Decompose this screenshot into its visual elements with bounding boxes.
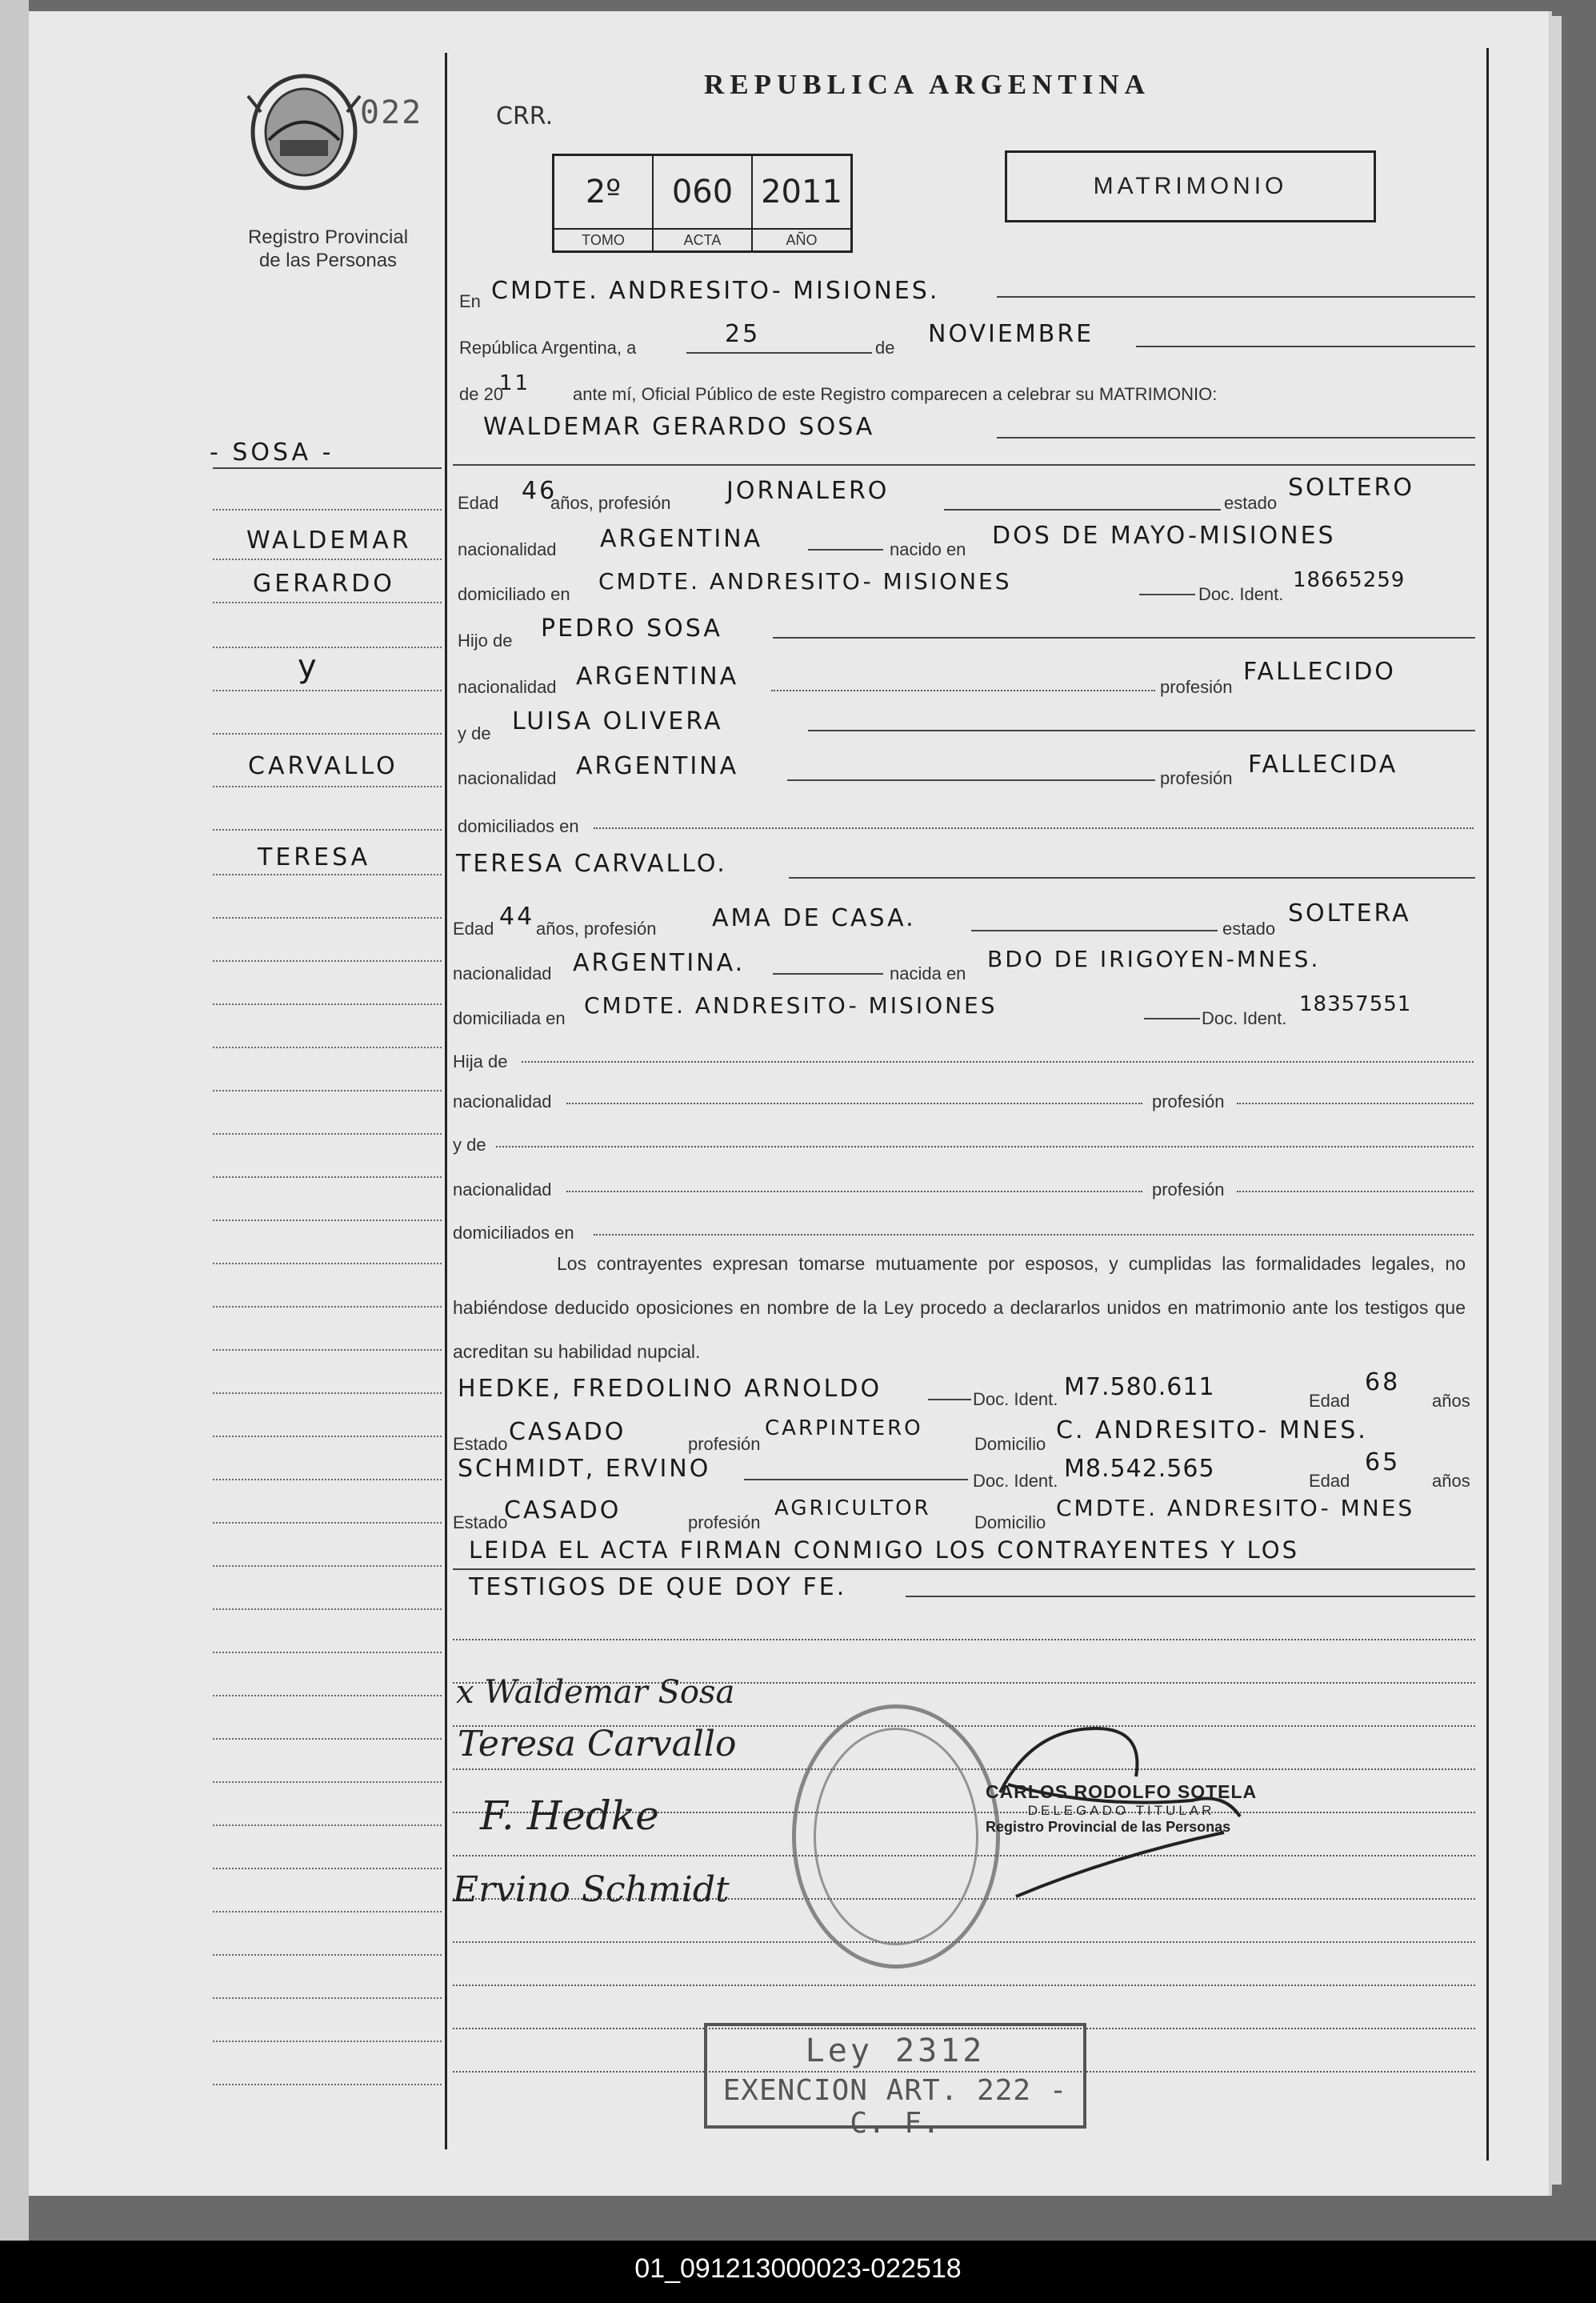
nacido-label: nacido en [890, 539, 966, 559]
domiciliados-label: domiciliados en [458, 816, 579, 836]
margin-line [213, 602, 442, 603]
acta-value: 060 [671, 174, 734, 210]
closing-line-2: TESTIGOS DE QUE DOY FE. [469, 1573, 847, 1601]
official-title: DELEGADO TITULAR [1027, 1803, 1215, 1818]
margin-line [213, 1349, 442, 1351]
country-title: REPUBLICA ARGENTINA [704, 69, 1150, 100]
line [971, 930, 1218, 931]
bride-profession: AMA DE CASA. [712, 904, 916, 932]
de-year-label: de 20 [459, 384, 504, 404]
intro-text: ante mí, Oficial Público de este Registro comparecen a celebrar su MATRIMONIO: [573, 384, 1218, 404]
groom-address: CMDTE. ANDRESITO- MISIONES [598, 568, 1012, 595]
anio-value: 2011 [761, 174, 842, 210]
margin-line [213, 509, 442, 511]
republica-label: República Argentina, a [459, 338, 637, 358]
witness2-doc: M8.542.565 [1064, 1455, 1215, 1483]
margin-line [213, 1565, 442, 1567]
margin-line [213, 1133, 442, 1135]
line [566, 1191, 1142, 1192]
bride-nationality: ARGENTINA. [573, 949, 746, 977]
domiciliado-label: domiciliado en [458, 584, 570, 604]
margin-line [213, 1954, 442, 1956]
edad-label: Edad [458, 493, 499, 513]
act-day: 25 [725, 320, 761, 348]
margin-name3: TERESA [258, 843, 371, 871]
margin-line [213, 1868, 442, 1869]
margin-line [213, 1522, 442, 1524]
witness1-name: HEDKE, FREDOLINO ARNOLDO [458, 1375, 882, 1403]
tomo-value: 2º [585, 174, 622, 210]
official-office: Registro Provincial de las Personas [986, 1819, 1231, 1835]
anos-profesion-label: años, profesión [550, 493, 671, 513]
profesion-label: profesión [688, 1512, 761, 1532]
margin-line [213, 1003, 442, 1005]
signature-witness1: F. Hedke [480, 1792, 659, 1839]
groom-age: 46 [522, 477, 558, 505]
margin-line [213, 1824, 442, 1826]
line [944, 509, 1221, 511]
witness1-doc: M7.580.611 [1064, 1373, 1215, 1401]
act-year-suffix: 11 [499, 371, 531, 395]
line [522, 1061, 1474, 1063]
margin-line [213, 1738, 442, 1740]
margin-line [213, 690, 442, 691]
official-round-stamp-icon [792, 1704, 1000, 1969]
mother-nationality: ARGENTINA [576, 752, 739, 780]
bride-birthplace: BDO DE IRIGOYEN-MNES. [987, 946, 1321, 972]
margin-line [213, 1652, 442, 1653]
anos-profesion-label: años, profesión [536, 919, 657, 939]
father-nationality: ARGENTINA [576, 663, 739, 691]
witness2-age: 65 [1365, 1448, 1401, 1476]
profesion-label: profesión [1152, 1091, 1225, 1111]
ley-stamp-line1: Ley 2312 [805, 2033, 986, 2069]
line [594, 1234, 1474, 1236]
right-rule [1486, 48, 1489, 2161]
profesion-label: profesión [1160, 768, 1233, 788]
witness2-profession: AGRICULTOR [774, 1496, 931, 1520]
hijo-label: Hijo de [458, 631, 513, 651]
margin-line [213, 1436, 442, 1437]
margin-line [213, 1090, 442, 1091]
witness1-address: C. ANDRESITO- MNES. [1056, 1416, 1368, 1444]
margin-line [213, 829, 442, 831]
closing-line-1: LEIDA EL ACTA FIRMAN CONMIGO LOS CONTRAYENTES Y LOS [469, 1536, 1300, 1564]
official-name: CARLOS RODOLFO SOTELA [986, 1781, 1258, 1802]
profesion-label: profesión [688, 1434, 761, 1454]
bride-address: CMDTE. ANDRESITO- MISIONES [584, 992, 998, 1019]
acta-cell [654, 156, 753, 250]
margin-line [213, 1911, 442, 1912]
line [787, 779, 1155, 781]
stamp-number: 022 [360, 94, 423, 131]
anos-label: años [1432, 1471, 1470, 1491]
line [906, 1596, 1475, 1597]
act-place: CMDTE. ANDRESITO- MISIONES. [491, 277, 940, 305]
line [808, 549, 883, 551]
declaration-text: Los contrayentes expresan tomarse mutuamente por esposos, y cumplidas las formalidades legales, no habiéndose deducido oposiciones en nombre de la Ley procedo a declararlos unidos en matrimonio ante los testigos que acreditan su habilidad nupcial. [453, 1253, 1466, 1362]
witness1-age: 68 [1365, 1368, 1401, 1396]
margin-line [213, 1608, 442, 1610]
line [566, 1103, 1142, 1104]
line [928, 1399, 971, 1400]
tomo-label: TOMO [554, 228, 652, 250]
margin-line [213, 1479, 442, 1480]
line [453, 1985, 1475, 1986]
anio-label: AÑO [753, 228, 850, 250]
line [686, 352, 872, 354]
estado-label: Estado [453, 1512, 508, 1532]
nacionalidad-label: nacionalidad [458, 768, 557, 788]
line [1136, 346, 1475, 347]
act-month: NOVIEMBRE [928, 320, 1094, 348]
line [808, 730, 1475, 731]
en-label: En [459, 291, 481, 311]
hija-label: Hija de [453, 1051, 508, 1071]
nacionalidad-label: nacionalidad [453, 963, 552, 983]
margin-line [213, 2084, 442, 2085]
margin-line [213, 2041, 442, 2042]
doc-label: Doc. Ident. [1198, 584, 1284, 604]
stamp-inner-ring [814, 1728, 978, 1945]
witness2-name: SCHMIDT, ERVINO [458, 1455, 711, 1483]
margin-line [213, 1997, 442, 1999]
line [744, 1479, 968, 1480]
witness1-status: CASADO [509, 1418, 626, 1446]
official-block [986, 1781, 1257, 1836]
estado-label: estado [1222, 919, 1276, 939]
margin-line [213, 733, 442, 735]
edad-label: Edad [1309, 1391, 1350, 1411]
margin-line [213, 1306, 442, 1308]
ley-exemption-stamp [704, 2023, 1086, 2140]
act-type-box: MATRIMONIO [1005, 150, 1376, 222]
line [773, 637, 1475, 639]
margin-line [213, 1781, 442, 1783]
margin-name2: GERARDO [253, 570, 395, 598]
nacionalidad-label: nacionalidad [458, 677, 557, 697]
edad-label: Edad [453, 919, 494, 939]
office-code: CRR. [496, 102, 554, 130]
estado-label: Estado [453, 1434, 508, 1454]
profesion-label: profesión [1160, 677, 1233, 697]
nacionalidad-label: nacionalidad [453, 1091, 552, 1111]
acta-label: ACTA [654, 228, 751, 250]
registry-label-line2: de las Personas [258, 250, 398, 271]
line [453, 1639, 1475, 1640]
margin-surname2: CARVALLO [248, 752, 398, 780]
margin-and: y [298, 648, 320, 685]
margin-line [213, 1176, 442, 1178]
line [997, 296, 1475, 298]
profesion-label: profesión [1152, 1180, 1225, 1200]
line [773, 973, 883, 975]
signature-groom: x Waldemar Sosa [456, 1674, 735, 1711]
doc-label: Doc. Ident. [973, 1389, 1058, 1409]
domicilio-label: Domicilio [974, 1512, 1046, 1532]
line [594, 827, 1474, 829]
de-label: de [875, 338, 895, 358]
tomo-acta-anio-box [552, 154, 853, 253]
doc-label: Doc. Ident. [1202, 1008, 1287, 1028]
domiciliada-label: domiciliada en [453, 1008, 566, 1028]
provincial-seal-icon [240, 64, 368, 200]
margin-line [213, 874, 442, 875]
doc-label: Doc. Ident. [973, 1471, 1058, 1491]
bride-civil-status: SOLTERA [1288, 899, 1411, 927]
margin-surname: - SOSA - [210, 439, 334, 467]
nacionalidad-label: nacionalidad [453, 1180, 552, 1200]
line [997, 437, 1475, 439]
line [1237, 1103, 1474, 1104]
yde-label: y de [458, 723, 491, 743]
signature-bride: Teresa Carvallo [458, 1724, 737, 1764]
margin-line [213, 647, 442, 648]
margin-line [213, 467, 442, 469]
footer-file-id: 01_091213000023-022518 [634, 2253, 962, 2284]
domiciliados-label: domiciliados en [453, 1223, 574, 1243]
ley-stamp-line2: EXENCION ART. 222 - C. F. [722, 2074, 1068, 2140]
nacionalidad-label: nacionalidad [458, 539, 557, 559]
book-spine [0, 0, 29, 2303]
line [1237, 1191, 1474, 1192]
witness2-status: CASADO [504, 1496, 622, 1524]
bride-age: 44 [499, 903, 535, 931]
line [1144, 1018, 1200, 1019]
father-profession: FALLECIDO [1243, 658, 1396, 686]
line [453, 1568, 1475, 1570]
groom-birthplace: DOS DE MAYO-MISIONES [992, 522, 1336, 550]
domicilio-label: Domicilio [974, 1434, 1046, 1454]
anos-label: años [1432, 1391, 1470, 1411]
nacida-label: nacida en [890, 963, 966, 983]
registry-label-line1: Registro Provincial [247, 226, 409, 248]
line [789, 877, 1475, 879]
edad-label: Edad [1309, 1471, 1350, 1491]
groom-civil-status: SOLTERO [1288, 474, 1414, 502]
margin-line [213, 1263, 442, 1264]
line [453, 464, 1475, 466]
line [771, 690, 1155, 691]
margin-line [213, 786, 442, 787]
line [453, 1941, 1475, 1943]
signature-witness2: Ervino Schmidt [453, 1869, 730, 1910]
witness2-address: CMDTE. ANDRESITO- MNES [1056, 1495, 1415, 1521]
line [1139, 594, 1195, 595]
margin-line [213, 1047, 442, 1048]
margin-line [213, 1220, 442, 1221]
witness1-profession: CARPINTERO [765, 1416, 923, 1440]
margin-line [213, 559, 442, 560]
groom-full-name: WALDEMAR GERARDO SOSA [483, 413, 875, 441]
margin-line [213, 1695, 442, 1696]
bride-full-name: TERESA CARVALLO. [456, 850, 727, 878]
margin-line [213, 960, 442, 962]
margin-rule [445, 53, 447, 2149]
estado-label: estado [1224, 493, 1278, 513]
groom-doc: 18665259 [1293, 568, 1406, 592]
bride-doc: 18357551 [1299, 992, 1412, 1016]
tomo-cell [554, 156, 654, 250]
groom-nationality: ARGENTINA [600, 525, 763, 553]
mother-profession: FALLECIDA [1248, 751, 1398, 779]
line [496, 1146, 1474, 1147]
mother-name: LUISA OLIVERA [512, 707, 723, 735]
father-name: PEDRO SOSA [541, 615, 722, 643]
margin-name1: WALDEMAR [246, 527, 412, 555]
anio-cell [753, 156, 850, 250]
groom-profession: JORNALERO [726, 477, 890, 505]
margin-line [213, 1392, 442, 1394]
margin-line [213, 917, 442, 919]
registry-label [232, 226, 424, 272]
page-edge [1550, 16, 1562, 2185]
yde-label: y de [453, 1135, 486, 1155]
